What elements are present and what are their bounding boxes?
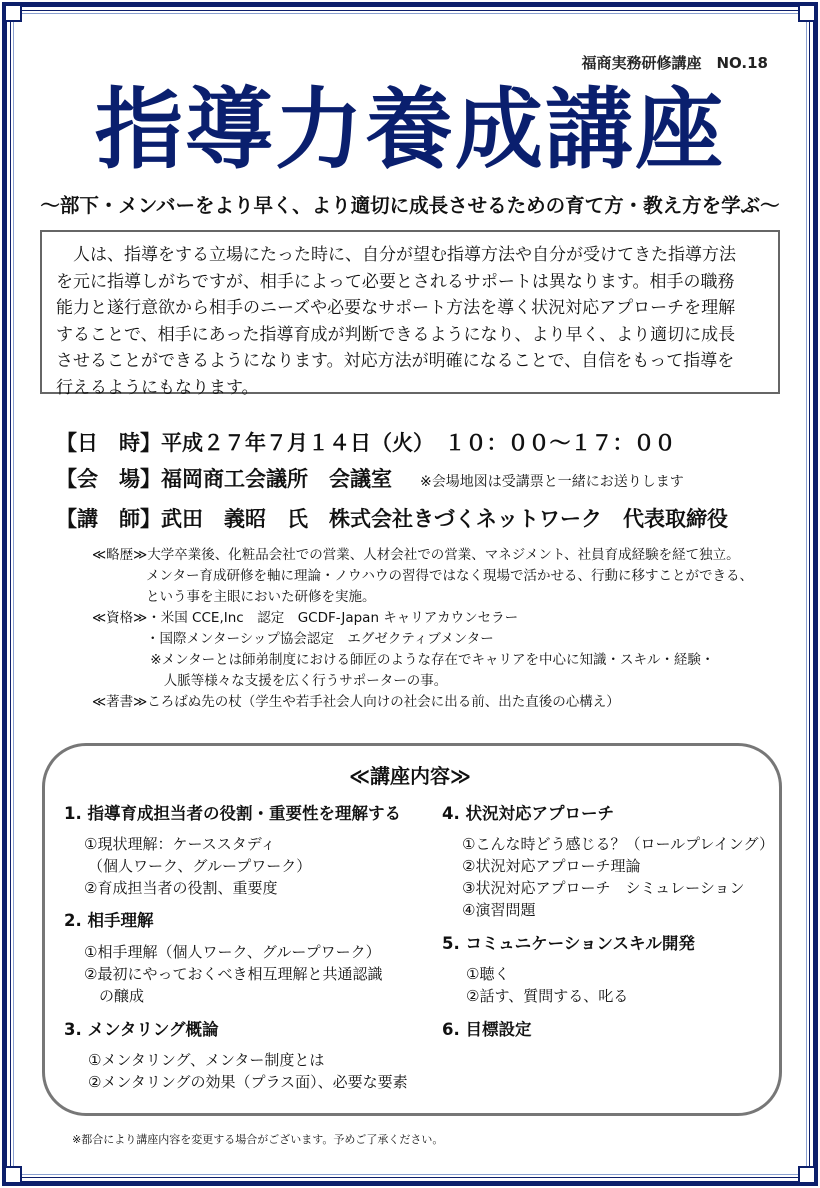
profile-line: 人脈等様々な支援を広く行うサポーターの事。: [92, 673, 448, 689]
intro-box: [40, 230, 780, 398]
course-title: ≪講座内容≫: [349, 764, 471, 788]
intro-line: 行えるようにもなります。: [56, 377, 259, 398]
intro-line: 能力と遂行意欲から相手のニーズや必要なサポート方法を導く状況対応アプローチを理解: [56, 298, 736, 318]
section-heading: 6. 目標設定: [442, 1020, 532, 1039]
section-item: ①現状理解：ケーススタディ: [84, 835, 276, 853]
section-heading: 1. 指導育成担当者の役割・重要性を理解する: [64, 804, 401, 823]
section-item: ①相手理解（個人ワーク、グループワーク）: [84, 943, 381, 961]
profile-block: [92, 545, 782, 713]
page-title: 指導力養成講座: [94, 78, 725, 181]
venue-line: [56, 463, 786, 493]
profile-line: ≪資格≫・米国 CCE,Inc 認定 GCDF-Japan キャリアカウンセラー: [92, 610, 519, 626]
profile-line: メンター育成研修を軸に理論・ノウハウの習得ではなく現場で活かせる、行動に移すことができる、: [92, 568, 753, 584]
section-item: ②話す、質問する、叱る: [466, 987, 629, 1005]
intro-line: させることができるようになります。対応方法が明確になることで、自信をもって指導を: [56, 351, 735, 371]
datetime-line: 【日 時】平成２７年７月１４日（火） １０：００～１７：００: [56, 431, 676, 455]
profile-line: ※メンターとは師弟制度における師匠のような存在でキャリアを中心に知識・スキル・経験・: [92, 652, 715, 668]
intro-line: することで、相手にあった指導育成が判断できるようになり、より早く、より適切に成長: [56, 324, 736, 345]
intro-line: 人は、指導をする立場にたった時に、自分が望む指導方法や自分が受けてきた指導方法: [56, 245, 736, 265]
profile-line: ≪著書≫ころばぬ先の杖（学生や若手社会人向けの社会に出る前、出た直後の心構え）: [92, 694, 620, 710]
section-item: ④演習問題: [462, 901, 536, 919]
section-heading: 2. 相手理解: [64, 911, 154, 930]
intro-line: を元に指導しがちですが、相手によって必要とされるサポートは異なります。相手の職務: [56, 271, 735, 292]
subtitle: ～部下・メンバーをより早く、より適切に成長させるための育て方・教え方を学ぶ～: [40, 194, 780, 217]
section-item: の醸成: [84, 987, 145, 1005]
corner-ornament: [798, 4, 816, 22]
section-item: （個人ワーク、グループワーク）: [88, 857, 312, 875]
section-item: ①聴く: [466, 965, 510, 983]
series-label: 福商実務研修講座 NO.18: [581, 54, 768, 72]
section-item: ②状況対応アプローチ理論: [462, 857, 641, 875]
instructor-line: 【講 師】武田 義昭 氏 株式会社きづくネットワーク 代表取締役: [56, 507, 728, 531]
corner-ornament: [798, 1166, 816, 1184]
section-item: ③状況対応アプローチ シミュレーション: [462, 879, 745, 897]
section-item: ②メンタリングの効果（プラス面）、必要な要素: [88, 1073, 408, 1091]
venue-text: 【会 場】福岡商工会議所 会議室: [56, 467, 392, 491]
section-item: ①メンタリング、メンター制度とは: [88, 1051, 325, 1069]
profile-line: ・国際メンターシップ協会認定 エグゼクティブメンター: [92, 631, 494, 647]
corner-ornament: [4, 1166, 22, 1184]
profile-line: という事を主眼においた研修を実施。: [92, 589, 376, 605]
section-item: ②育成担当者の役割、重要度: [84, 879, 278, 897]
footer-note: ※都合により講座内容を変更する場合がございます。予めご了承ください。: [72, 1133, 444, 1146]
section-heading: 4. 状況対応アプローチ: [442, 804, 614, 823]
section-heading: 5. コミュニケーションスキル開発: [442, 934, 695, 953]
corner-ornament: [4, 4, 22, 22]
section-item: ①こんな時どう感じる？（ロールプレイング）: [462, 835, 774, 853]
venue-note: ※会場地図は受講票と一緒にお送りします: [420, 474, 684, 490]
section-heading: 3. メンタリング概論: [64, 1020, 219, 1039]
section-item: ②最初にやっておくべき相互理解と共通認識: [84, 965, 383, 983]
profile-line: ≪略歴≫大学卒業後、化粧品会社での営業、人材会社での営業、マネジメント、社員育成経験を経て独立。: [92, 547, 740, 563]
